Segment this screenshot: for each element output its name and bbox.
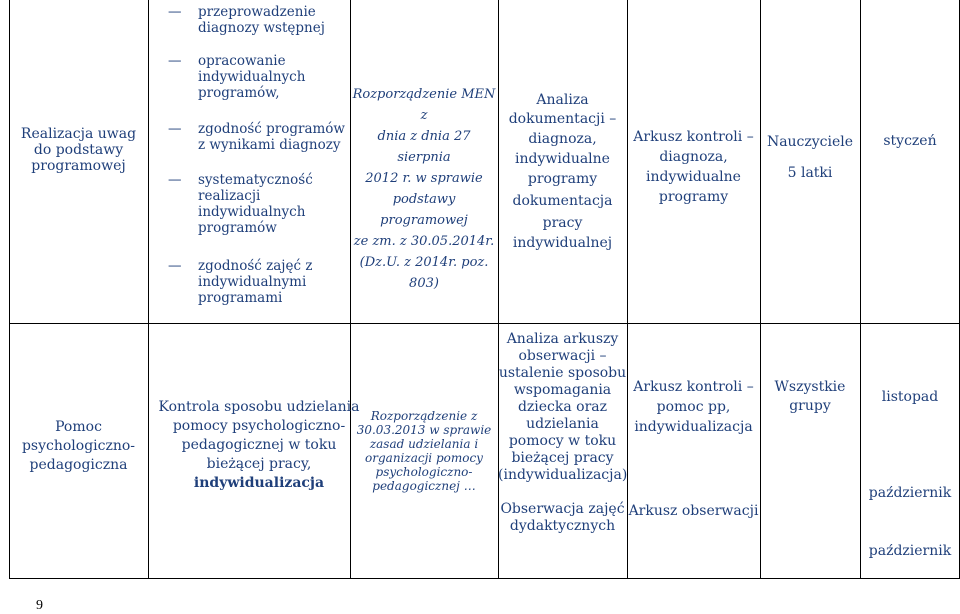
row1-tool: [627, 127, 760, 207]
legal-line: pedagogicznej …: [372, 479, 476, 493]
tool-line: indywidualne: [646, 169, 741, 185]
list-item-text: opracowanie indywidualnych programów,: [198, 53, 306, 101]
analysis-line: programy: [527, 171, 598, 187]
list-item-text: systematyczność realizacji indywidualnych programów: [198, 172, 313, 236]
analysis-line: (indywidualizacja): [498, 467, 628, 483]
grid-line: [760, 0, 761, 578]
row2-analysis: [498, 331, 627, 535]
legal-line: ze zm. z 30.05.2014r.: [353, 234, 495, 249]
area-line: pedagogiczna: [29, 457, 128, 473]
tool-line: pomoc pp,: [656, 399, 731, 415]
row2-tool: [627, 377, 760, 521]
legal-line: Rozporządzenie z: [370, 409, 478, 423]
tool-line: Arkusz obserwacji: [628, 503, 759, 519]
list-item-text: zgodność zajęć z indywidualnymi programami: [198, 258, 313, 306]
bullet-dash-icon: —: [168, 121, 182, 137]
analysis-line: bieżącej pracy: [511, 450, 614, 466]
page-footer-line: [9, 578, 73, 579]
legal-line: 30.03.2013 w sprawie: [356, 423, 492, 437]
when-text: styczeń: [883, 133, 937, 149]
tool-line: programy: [658, 189, 729, 205]
analysis-line: pracy: [542, 215, 583, 231]
legal-line: 2012 r. w sprawie: [365, 171, 483, 186]
tool-line: diagnoza,: [659, 149, 728, 165]
row1-legal-basis: [350, 84, 498, 294]
analysis-line: diagnoza,: [528, 131, 597, 147]
analysis-line: Analiza arkuszy: [506, 331, 619, 347]
row2-when: [860, 388, 960, 560]
tool-line: Arkusz kontroli –: [633, 379, 754, 395]
row1-area-cell: [9, 110, 148, 190]
analysis-line: dydaktycznych: [509, 518, 616, 534]
bullet-dash-icon: —: [168, 53, 182, 69]
page-number: 9: [36, 598, 43, 613]
bullet-dash-icon: —: [168, 258, 182, 274]
analysis-line: ustalenie sposobu: [498, 365, 627, 381]
analysis-line: dziecka oraz: [517, 399, 608, 415]
analysis-line: indywidualne: [515, 151, 610, 167]
control-line: indywidualizacja: [193, 475, 325, 491]
control-line: pedagogicznej w toku: [181, 437, 337, 453]
when-line: listopad: [881, 389, 939, 405]
tool-line: indywidualizacja: [634, 419, 753, 435]
row1-when: [860, 133, 960, 149]
row2-who: [760, 378, 860, 416]
list-item-text: zgodność programów z wynikami diagnozy: [198, 121, 345, 153]
control-line: bieżącej pracy,: [206, 456, 312, 472]
control-line: Kontrola sposobu udzielania: [158, 399, 360, 415]
bullet-dash-icon: —: [168, 172, 182, 188]
legal-line: Rozporządzenie MEN z: [352, 87, 496, 123]
analysis-line: Analiza: [536, 92, 589, 108]
grid-line: [9, 323, 960, 324]
legal-line: zasad udzielania i: [369, 437, 479, 451]
who-line: 5 latki: [787, 165, 833, 181]
analysis-line: Obserwacja zajęć: [500, 501, 625, 517]
who-line: grupy: [789, 398, 831, 414]
row2-control: [150, 398, 368, 493]
grid-line: [148, 0, 149, 578]
grid-line: [9, 0, 10, 578]
legal-line: dnia z dnia 27 sierpnia: [377, 129, 471, 165]
row2-legal-basis: [350, 409, 498, 493]
row2-area: [9, 418, 148, 475]
area-line: psychologiczno-: [21, 438, 136, 454]
analysis-line: wspomagania: [513, 382, 612, 398]
bullet-dash-icon: —: [168, 4, 182, 20]
when-line: październik: [868, 485, 952, 501]
who-line: Nauczyciele: [766, 134, 854, 150]
when-line: październik: [868, 543, 952, 559]
analysis-line: dokumentacji –: [508, 111, 617, 127]
legal-line: (Dz.U. z 2014r. poz. 803): [359, 255, 489, 291]
grid-line: [9, 578, 960, 579]
analysis-line: indywidualnej: [512, 235, 613, 251]
row1-area-text: Realizacja uwag do podstawy programowej: [20, 126, 137, 174]
list-item-text: przeprowadzenie diagnozy wstępnej: [198, 4, 325, 36]
control-line: pomocy psychologiczno-: [172, 418, 346, 434]
tool-line: Arkusz kontroli –: [633, 129, 754, 145]
legal-line: psychologiczno-: [375, 465, 473, 479]
who-line: Wszystkie: [774, 379, 846, 395]
area-line: Pomoc: [55, 419, 102, 435]
row1-analysis: [498, 91, 627, 253]
analysis-line: obserwacji –: [518, 348, 607, 364]
analysis-line: dokumentacja: [512, 193, 613, 209]
row1-who: [760, 133, 860, 182]
legal-line: podstawy programowej: [380, 192, 468, 228]
legal-line: organizacji pomocy: [365, 451, 483, 465]
analysis-line: pomocy w toku: [508, 433, 617, 449]
analysis-line: udzielania: [526, 416, 599, 432]
